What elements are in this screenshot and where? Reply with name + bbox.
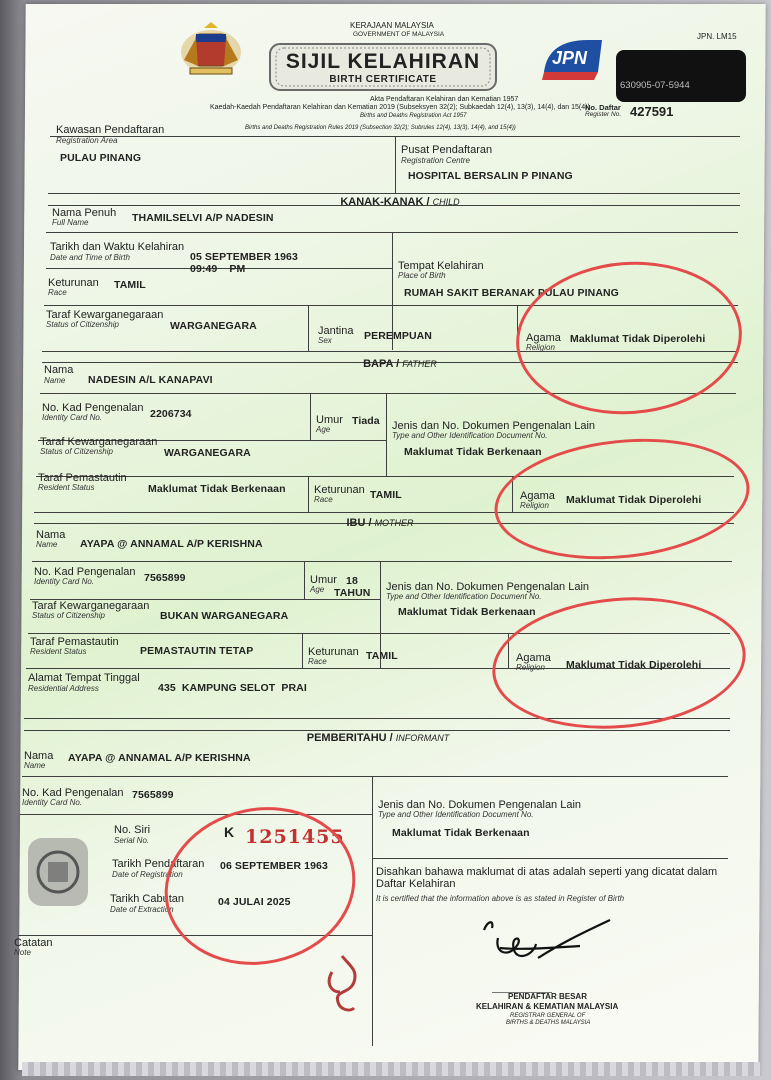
child-pob-label-en: Place of Birth [398, 271, 446, 280]
mother-addr-label: Alamat Tempat Tinggal [28, 672, 140, 684]
child-rel-label-en: Religion [526, 343, 555, 352]
note-label: Catatan [14, 937, 53, 949]
section-father: BAPA / FATHER [363, 358, 437, 370]
child-name: THAMILSELVI A/P NADESIN [132, 212, 274, 224]
daftar-label: No. Daftar [585, 103, 621, 112]
signer-line-2: KELAHIRAN & KEMATIAN MALAYSIA [476, 1002, 619, 1011]
father-race-label: Keturunan [314, 484, 365, 496]
mother-addr-label-en: Residential Address [28, 684, 99, 693]
father-rel-label: Agama [520, 490, 555, 502]
area-value: PULAU PINANG [60, 152, 142, 164]
child-sex-label-en: Sex [318, 336, 332, 345]
mother-name-label-en: Name [36, 540, 58, 549]
father-doc-label-en: Type and Other Identification Document No. [392, 431, 548, 440]
certification-en: It is certified that the information above is as stated in Register of Birth [376, 894, 625, 903]
father-cit: WARGANEGARA [164, 447, 251, 459]
mother-ic-label-en: Identity Card No. [34, 577, 95, 586]
signature-icon [470, 914, 620, 984]
jpn-logo-text: JPN [552, 48, 588, 68]
child-tob: 09:49 PM [190, 263, 246, 275]
centre-label-en: Registration Centre [401, 156, 470, 165]
centre-value: HOSPITAL BERSALIN P PINANG [408, 170, 573, 182]
mother-rel: Maklumat Tidak Diperolehi [566, 659, 702, 671]
act-line-3: Births and Deaths Registration Act 1957 [360, 113, 467, 119]
child-sex-label: Jantina [318, 325, 354, 337]
extdate-label-en: Date of Extraction [110, 905, 174, 914]
regdate-value: 06 SEPTEMBER 1963 [220, 860, 328, 872]
mother-rel-label-en: Religion [516, 663, 545, 672]
mother-doc-label: Jenis dan No. Dokumen Pengenalan Lain [386, 581, 590, 593]
mother-res: PEMASTAUTIN TETAP [140, 645, 254, 657]
father-age-label: Umur [316, 414, 343, 426]
mother-rel-label: Agama [516, 652, 551, 664]
mother-res-label: Taraf Pemastautin [30, 636, 119, 648]
act-line-1: Akta Pendaftaran Kelahiran dan Kematian 1957 [370, 96, 519, 103]
mother-age-label: Umur [310, 574, 337, 586]
child-name-label: Nama Penuh [52, 207, 117, 219]
informant-ic: 7565899 [132, 789, 174, 801]
informant-name: AYAPA @ ANNAMAL A/P KERISHNA [68, 752, 251, 764]
child-race: TAMIL [114, 279, 146, 291]
informant-ic-label: No. Kad Pengenalan [22, 787, 124, 799]
child-cit: WARGANEGARA [170, 320, 257, 332]
regdate-label-en: Date of Registration [112, 870, 183, 879]
father-race: TAMIL [370, 489, 402, 501]
serial-label: No. Siri [114, 824, 151, 836]
father-res-label-en: Resident Status [38, 483, 95, 492]
child-race-label-en: Race [48, 288, 67, 297]
extdate-label: Tarikh Cabutan [110, 893, 184, 905]
serial-prefix: K [224, 824, 235, 840]
form-code: JPN. LM15 [697, 32, 737, 41]
signer-line-4: BIRTHS & DEATHS MALAYSIA [506, 1020, 591, 1026]
centre-label: Pusat Pendaftaran [401, 144, 493, 156]
child-sex: PEREMPUAN [364, 330, 432, 342]
title-banner [268, 30, 498, 92]
child-dob-label-en: Date and Time of Birth [50, 253, 130, 262]
section-informant: PEMBERITAHU / INFORMANT [306, 732, 450, 744]
mother-ic-label: No. Kad Pengenalan [34, 566, 136, 578]
father-name: NADESIN A/L KANAPAVI [88, 374, 213, 386]
title-my: SIJIL KELAHIRAN [285, 50, 481, 73]
father-race-label-en: Race [314, 495, 333, 504]
father-rel: Maklumat Tidak Diperolehi [566, 494, 702, 506]
child-rel-label: Agama [526, 332, 561, 344]
child-pob-label: Tempat Kelahiran [398, 260, 484, 272]
mother-race-label: Keturunan [308, 646, 359, 658]
coat-of-arms-icon [176, 20, 246, 78]
mother-age: 18 [346, 575, 358, 587]
serial-number: 1251455 [245, 826, 345, 848]
serial-label-en: Serial No. [114, 836, 150, 845]
father-doc-label: Jenis dan No. Dokumen Pengenalan Lain [392, 420, 596, 432]
note-label-en: Note [14, 948, 31, 957]
section-mother: IBU / MOTHER [346, 517, 414, 529]
mother-age-label-en: Age [310, 585, 325, 594]
mother-race-label-en: Race [308, 657, 327, 666]
informant-doc-label-en: Type and Other Identification Document No. [378, 810, 534, 819]
mother-res-label-en: Resident Status [30, 647, 87, 656]
gov-en-text: GOVERNMENT OF MALAYSIA [353, 31, 445, 38]
title-en: BIRTH CERTIFICATE [329, 74, 437, 85]
father-name-label: Nama [44, 364, 74, 376]
regdate-label: Tarikh Pendaftaran [112, 858, 205, 870]
mother-doc-label-en: Type and Other Identification Document No. [386, 592, 542, 601]
mother-addr: 435 KAMPUNG SELOT PRAI [158, 682, 307, 694]
id-partial: 630905-07-5944 [620, 80, 690, 91]
area-label: Kawasan Pendaftaran [56, 124, 165, 136]
child-dob-label: Tarikh dan Waktu Kelahiran [50, 241, 185, 253]
informant-name-label-en: Name [24, 761, 46, 770]
certification-my: Disahkan bahawa maklumat di atas adalah seperti yang dicatat dalam Daftar Kelahiran [376, 866, 718, 890]
mother-name: AYAPA @ ANNAMAL A/P KERISHNA [80, 538, 263, 550]
daftar-number: 427591 [630, 104, 674, 119]
informant-doc-label: Jenis dan No. Dokumen Pengenalan Lain [378, 799, 582, 811]
father-rel-label-en: Religion [520, 501, 549, 510]
signer-line-3: REGISTRAR GENERAL OF [510, 1013, 586, 1019]
father-cit-label-en: Status of Citizenship [40, 447, 113, 456]
mother-cit: BUKAN WARGANEGARA [160, 610, 289, 622]
jpn-logo [538, 34, 608, 84]
father-doc: Maklumat Tidak Berkenaan [404, 446, 542, 458]
redaction-block [616, 50, 746, 102]
mother-age-unit: TAHUN [334, 587, 371, 599]
mother-ic: 7565899 [144, 572, 186, 584]
father-res-label: Taraf Pemastautin [38, 472, 127, 484]
father-age: Tiada [352, 415, 380, 427]
area-label-en: Registration Area [56, 136, 118, 145]
mother-cit-label-en: Status of Citizenship [32, 611, 105, 620]
extdate-value: 04 JULAI 2025 [218, 896, 291, 908]
mother-name-label: Nama [36, 529, 66, 541]
child-cit-label: Taraf Kewarganegaraan [46, 309, 164, 321]
daftar-label-en: Register No. [585, 111, 622, 118]
mother-cit-label: Taraf Kewarganegaraan [32, 600, 150, 612]
mother-race: TAMIL [366, 650, 398, 662]
gov-my-text: KERAJAAN MALAYSIA [350, 21, 434, 30]
informant-doc: Maklumat Tidak Berkenaan [392, 827, 530, 839]
father-ic-label: No. Kad Pengenalan [42, 402, 144, 414]
child-cit-label-en: Status of Citizenship [46, 320, 119, 329]
child-race-label: Keturunan [48, 277, 99, 289]
informant-ic-label-en: Identity Card No. [22, 798, 83, 807]
father-ic: 2206734 [150, 408, 192, 420]
ornament-icon [320, 952, 364, 1016]
section-child: KANAK-KANAK / CHILD [340, 196, 460, 208]
act-line-2: Kaedah-Kaedah Pendaftaran Kelahiran dan Kematian 2019 (Subseksyen 32(2); Subkaedah 12(4), 13(3), 14(4), dan 15(4)) [210, 104, 590, 111]
father-cit-label: Taraf Kewarganegaraan [40, 436, 158, 448]
child-name-label-en: Full Name [52, 218, 89, 227]
child-rel: Maklumat Tidak Diperolehi [570, 333, 706, 345]
act-line-4: Births and Deaths Registration Rules 2019 (Subsection 32(2); Subrules 12(4), 13(3), 14(4), and 15(4)) [245, 125, 516, 131]
hologram-seal-icon [22, 832, 94, 912]
mother-doc: Maklumat Tidak Berkenaan [398, 606, 536, 618]
child-dob: 05 SEPTEMBER 1963 [190, 251, 298, 263]
child-pob: RUMAH SAKIT BERANAK PULAU PINANG [404, 287, 619, 299]
father-ic-label-en: Identity Card No. [42, 413, 103, 422]
informant-name-label: Nama [24, 750, 54, 762]
signer-line-1: PENDAFTAR BESAR [508, 992, 587, 1001]
father-name-label-en: Name [44, 376, 66, 385]
binder-strip [22, 1062, 762, 1076]
father-res: Maklumat Tidak Berkenaan [148, 483, 286, 495]
father-age-label-en: Age [316, 425, 331, 434]
